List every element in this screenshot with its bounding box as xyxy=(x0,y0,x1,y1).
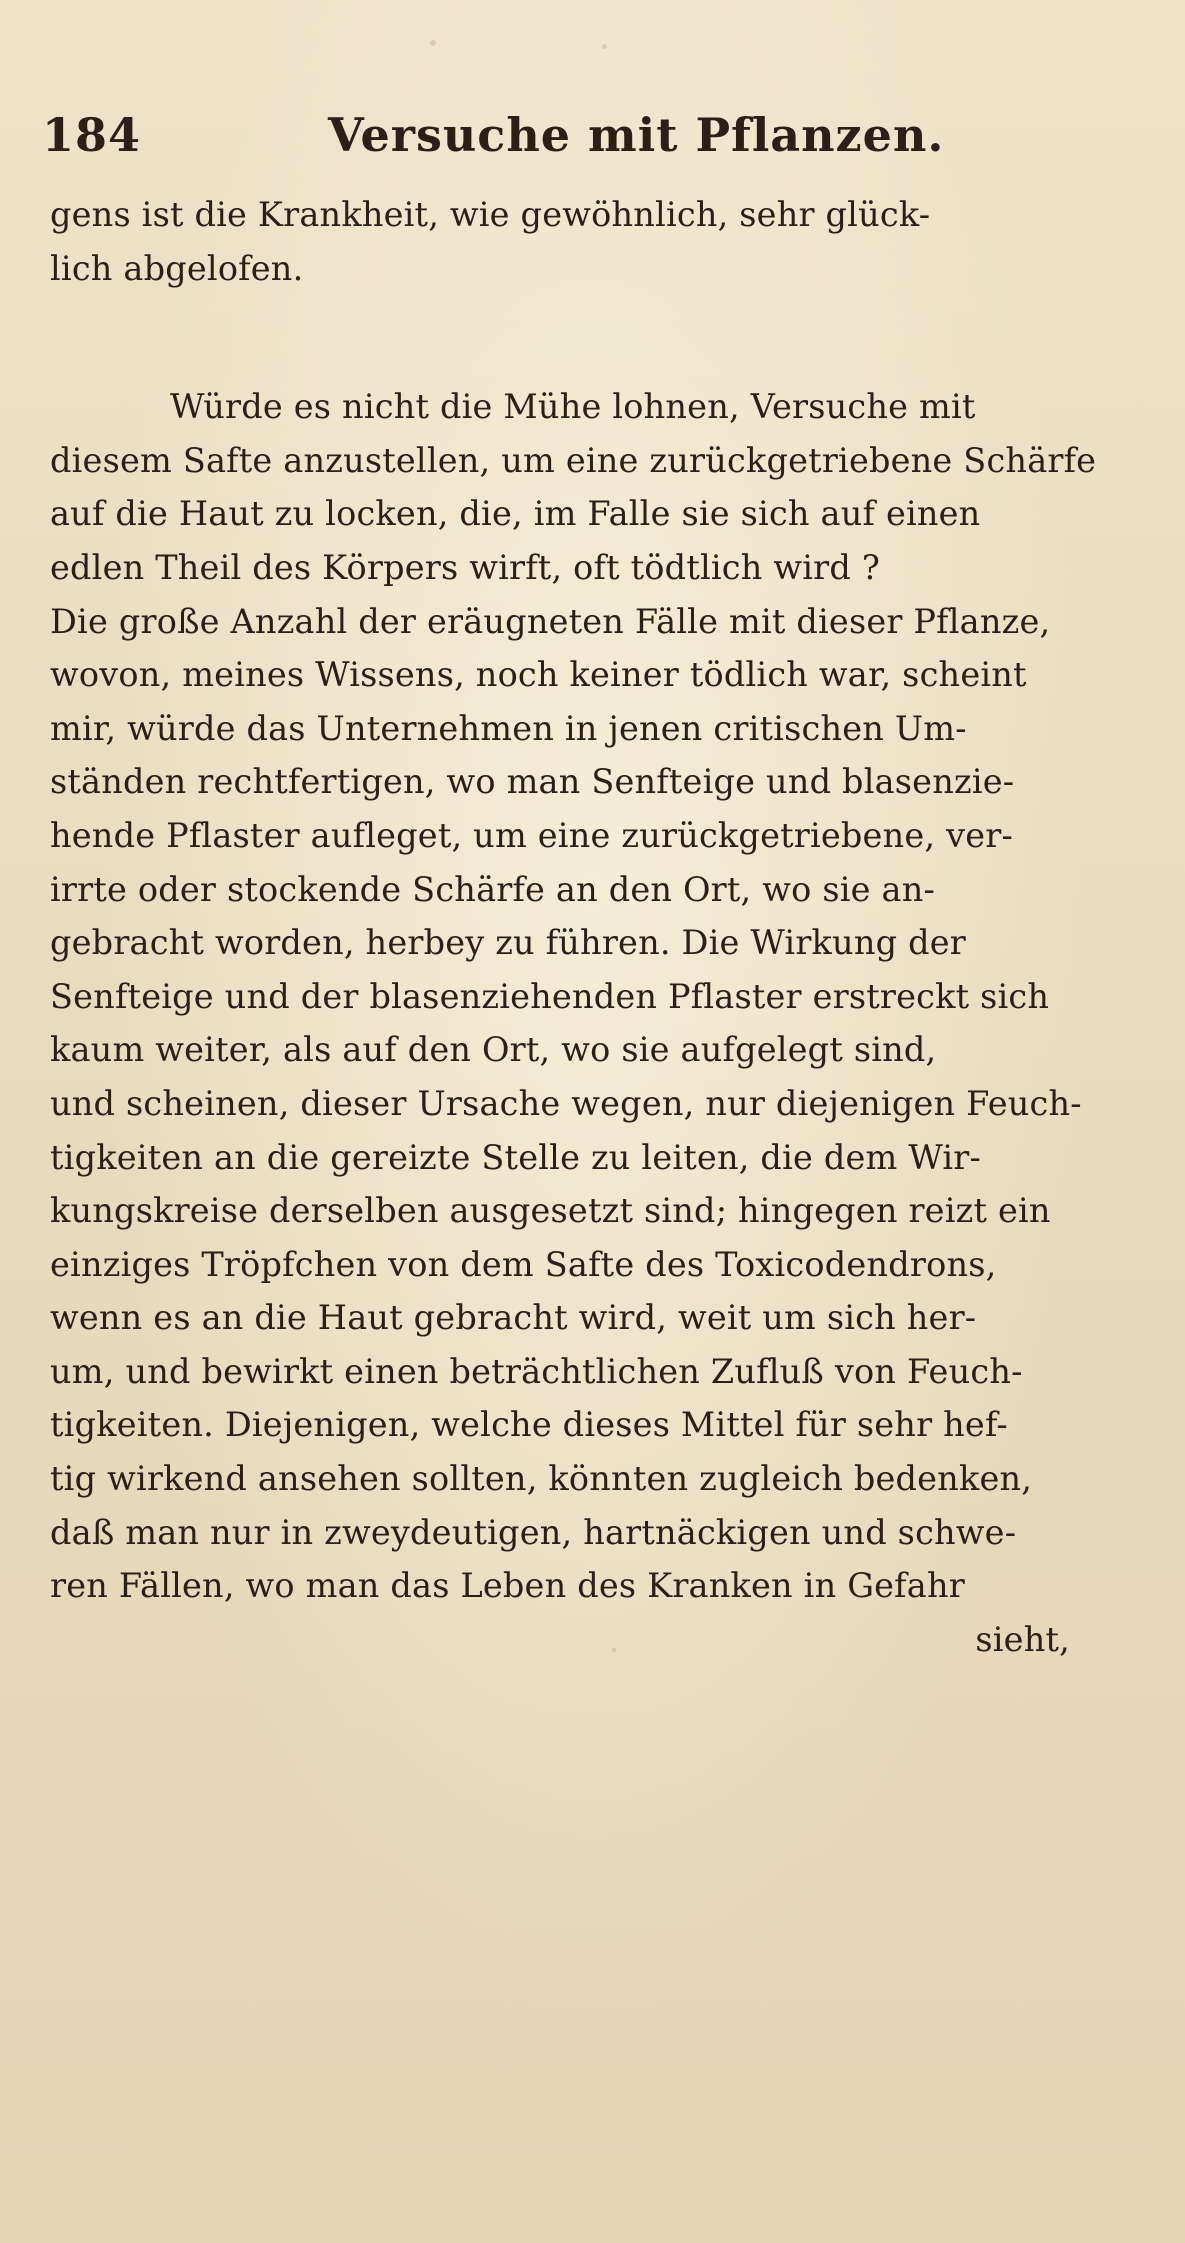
text-line: kaum weiter, als auf den Ort, wo sie aufgelegt sind, xyxy=(50,1030,937,1070)
catchword: sieht, xyxy=(975,1619,1070,1659)
text-line: tigkeiten. Diejenigen, welche dieses Mittel für sehr hef- xyxy=(50,1405,1008,1445)
text-line: kungskreise derselben ausgesetzt sind; hingegen reizt ein xyxy=(50,1191,1051,1231)
text-line: tigkeiten an die gereizte Stelle zu leiten, die dem Wir- xyxy=(50,1137,982,1177)
paragraph-2 xyxy=(50,380,1120,1613)
paper-stain xyxy=(430,40,436,46)
paragraph-gap xyxy=(50,295,1120,380)
text-line: wovon, meines Wissens, noch keiner tödlich war, scheint xyxy=(50,655,1027,695)
text-line: und scheinen, dieser Ursache wegen, nur diejenigen Feuch- xyxy=(50,1083,1082,1123)
text-line: Würde es nicht die Mühe lohnen, Versuche mit xyxy=(170,387,976,427)
paragraph-1 xyxy=(50,188,1120,295)
text-line: wenn es an die Haut gebracht wird, weit um sich her- xyxy=(50,1298,977,1338)
text-line: lich abgelofen. xyxy=(50,248,304,288)
running-title: Versuche mit Pflanzen. xyxy=(328,108,945,162)
paper-stain xyxy=(602,44,607,49)
body-text xyxy=(50,188,1120,1666)
text-line: ren Fällen, wo man das Leben des Kranken in Gefahr xyxy=(50,1566,965,1606)
text-line: hende Pflaster aufleget, um eine zurückgetriebene, ver- xyxy=(50,815,1013,855)
page-header xyxy=(42,108,1142,178)
text-line: tig wirkend ansehen sollten, könnten zugleich bedenken, xyxy=(50,1459,1033,1499)
text-line: auf die Haut zu locken, die, im Falle sie sich auf einen xyxy=(50,494,981,534)
text-line: einziges Tröpfchen von dem Safte des Toxicodendrons, xyxy=(50,1244,997,1284)
text-line: daß man nur in zweydeutigen, hartnäckigen und schwe- xyxy=(50,1512,1017,1552)
page-number: 184 xyxy=(42,108,142,162)
text-line: diesem Safte anzustellen, um eine zurückgetriebene Schärfe xyxy=(50,440,1097,480)
text-line: ständen rechtfertigen, wo man Senfteige und blasenzie- xyxy=(50,762,1015,802)
text-line: Senfteige und der blasenziehenden Pflaster erstreckt sich xyxy=(50,976,1050,1016)
text-line: um, und bewirkt einen beträchtlichen Zufluß von Feuch- xyxy=(50,1351,1023,1391)
text-line: Die große Anzahl der eräugneten Fälle mit dieser Pflanze, xyxy=(50,601,1051,641)
text-line: mir, würde das Unternehmen in jenen critischen Um- xyxy=(50,708,967,748)
text-line: gebracht worden, herbey zu führen. Die Wirkung der xyxy=(50,923,966,963)
text-line: edlen Theil des Körpers wirft, oft tödtlich wird ? xyxy=(50,547,881,587)
text-line: gens ist die Krankheit, wie gewöhnlich, sehr glück- xyxy=(50,195,931,234)
text-line: irrte oder stockende Schärfe an den Ort, wo sie an- xyxy=(50,869,935,909)
